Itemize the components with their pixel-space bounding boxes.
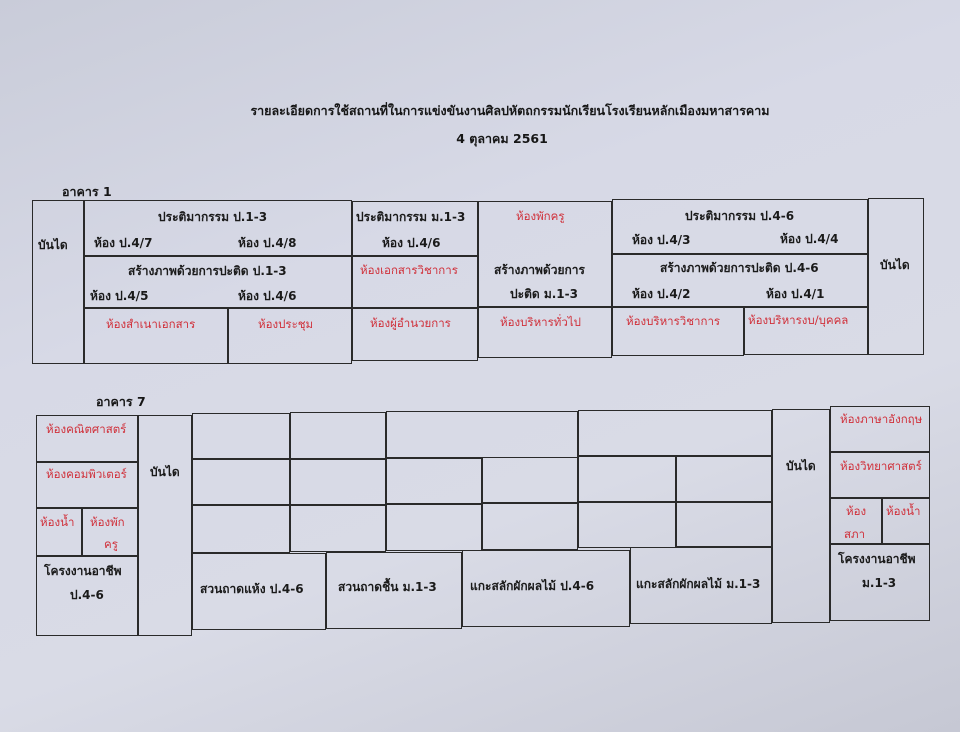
council-room-label-1: ห้อง — [846, 504, 867, 518]
copy-room-label: ห้องสำเนาเอกสาร — [106, 317, 196, 331]
sculpture-p1-3-title: ประติมากรรม ป.1-3 — [158, 210, 268, 224]
grid-room — [676, 502, 772, 547]
computer-room-label: ห้องคอมพิวเตอร์ — [46, 467, 127, 481]
career-p4-6-line1: โครงงานอาชีพ — [44, 564, 122, 578]
collage-p1-3-room-b: ห้อง ป.4/6 — [238, 289, 297, 303]
grid-room — [578, 456, 676, 502]
teacher-lounge-label: ห้องพักครู — [516, 209, 565, 223]
director-room-label: ห้องผู้อำนวยการ — [370, 316, 451, 330]
career-m1-3-line2: ม.1-3 — [862, 576, 897, 590]
career-m1-3-line1: โครงงานอาชีพ — [838, 552, 916, 566]
stairs-left-b7 — [138, 415, 192, 636]
teacher-room-label-1: ห้องพัก — [90, 515, 125, 529]
grid-room — [192, 413, 290, 459]
teacher-room-label-2: ครู — [104, 537, 118, 551]
restroom-right-label: ห้องน้ำ — [886, 504, 921, 518]
grid-room — [192, 505, 290, 553]
stairs-left-b7-label: บันได — [150, 465, 180, 479]
stairs-left — [32, 200, 84, 364]
grid-room — [386, 504, 482, 551]
grid-room — [290, 505, 386, 552]
stairs-right-label: บันได — [880, 258, 910, 272]
collage-m1-3-title-1: สร้างภาพด้วยการ — [494, 263, 585, 277]
veg-carving-p4-6-label: แกะสลักผักผลไม้ ป.4-6 — [470, 579, 595, 593]
document-date: 4 ตุลาคม 2561 — [456, 131, 548, 146]
grid-room — [676, 456, 772, 502]
grid-room — [482, 503, 578, 550]
english-room-label: ห้องภาษาอังกฤษ — [840, 412, 923, 426]
stairs-right-b7 — [772, 409, 830, 623]
meeting-room-label: ห้องประชุม — [258, 317, 314, 331]
building-1-label: อาคาร 1 — [62, 184, 112, 199]
grid-room — [386, 458, 482, 504]
veg-carving-m1-3-label: แกะสลักผักผลไม้ ม.1-3 — [636, 577, 761, 591]
tray-garden-dry-label: สวนถาดแห้ง ป.4-6 — [200, 582, 304, 596]
stairs-right-b7-label: บันได — [786, 459, 816, 473]
grid-room — [482, 457, 578, 503]
budget-hr-label: ห้องบริหารงบ/บุคคล — [748, 313, 849, 327]
restroom-left-label: ห้องน้ำ — [40, 515, 75, 529]
academic-admin-label: ห้องบริหารวิชาการ — [626, 314, 721, 328]
tray-garden-wet-label: สวนถาดชื้น ม.1-3 — [338, 580, 437, 594]
collage-m1-3-title-2: ปะติด ม.1-3 — [510, 287, 578, 301]
grid-room — [290, 412, 386, 459]
grid-room — [386, 411, 578, 458]
general-admin-label: ห้องบริหารทั่วไป — [500, 315, 581, 329]
grid-room — [290, 459, 386, 505]
grid-room — [578, 410, 772, 456]
sculpture-p4-6-room-b: ห้อง ป.4/4 — [780, 232, 839, 246]
sculpture-p4-6-room-a: ห้อง ป.4/3 — [632, 233, 691, 247]
science-room-label: ห้องวิทยาศาสตร์ — [840, 459, 922, 473]
math-room-label: ห้องคณิตศาสตร์ — [46, 422, 127, 436]
sculpture-p4-6-title: ประติมากรรม ป.4-6 — [685, 209, 795, 223]
sculpture-m1-3-room: ห้อง ป.4/6 — [382, 236, 441, 250]
collage-p4-6-room-a: ห้อง ป.4/2 — [632, 287, 691, 301]
career-p4-6-line2: ป.4-6 — [70, 588, 104, 602]
building-7-label: อาคาร 7 — [96, 394, 146, 409]
grid-room — [578, 502, 676, 548]
sculpture-p1-3-room-b: ห้อง ป.4/8 — [238, 236, 297, 250]
sculpture-p1-3-room-a: ห้อง ป.4/7 — [94, 236, 153, 250]
stairs-left-label: บันได — [38, 238, 68, 252]
sculpture-m1-3-title: ประติมากรรม ม.1-3 — [356, 210, 466, 224]
document-title: รายละเอียดการใช้สถานที่ในการแข่งขันงานศิลปหัตถกรรมนักเรียนโรงเรียนหลักเมืองมหาสารคาม — [250, 103, 770, 118]
collage-p1-3-title: สร้างภาพด้วยการปะติด ป.1-3 — [128, 264, 287, 278]
council-room-label-2: สภา — [844, 527, 866, 541]
collage-p4-6-title: สร้างภาพด้วยการปะติด ป.4-6 — [660, 261, 819, 275]
collage-p1-3-room-a: ห้อง ป.4/5 — [90, 289, 149, 303]
stairs-right — [868, 198, 924, 355]
collage-p4-6-room-b: ห้อง ป.4/1 — [766, 287, 825, 301]
academic-docs-label: ห้องเอกสารวิชาการ — [360, 263, 458, 277]
grid-room — [192, 459, 290, 505]
